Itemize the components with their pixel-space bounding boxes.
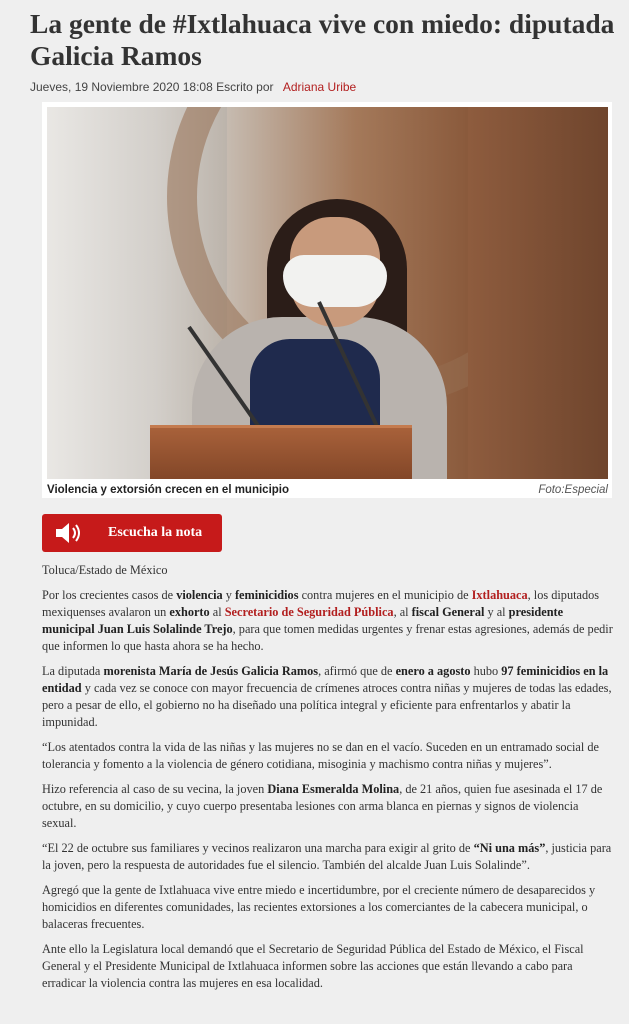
article-figure [42, 102, 612, 498]
article-body [42, 562, 614, 1000]
paragraph-2: La diputada morenista María de Jesús Galicia Ramos, afirmó que de enero a agosto hubo 97 feminicidios en la entidad y cada vez se conoce con mayor frecuencia de crímenes atroces contra niñas y mujeres de todas las edades, pero a pesar de ello, el gobierno no ha diseñado una política integral y eficiente para enfrentarlos y abatir la impunidad. [42, 664, 612, 729]
speaker-icon [54, 521, 84, 545]
paragraph-3: “Los atentados contra la vida de las niñas y las mujeres no se dan en el vacío. Suceden en un entramado social de tolerancia y fomento a la violencia de género cotidiana, misoginia y machismo contra niñas y mujeres”. [42, 740, 599, 771]
image-credit: Foto:Especial [538, 484, 608, 496]
article-title: La gente de #Ixtlahuaca vive con miedo: diputada Galicia Ramos [30, 8, 615, 71]
paragraph-7: Ante ello la Legislatura local demandó que el Secretario de Seguridad Pública del Estado de México, el Fiscal General y el Presidente Municipal de Ixtlahuaca informen sobre las acciones que están llevando a cabo para erradicar la violencia contra las mujeres en esa localidad. [42, 942, 584, 990]
article-meta [30, 80, 629, 94]
author-link[interactable]: Adriana Uribe [282, 80, 357, 94]
article-date: Jueves, 19 Noviembre 2020 18:08 [30, 80, 213, 94]
link-ixtlahuaca[interactable]: Ixtlahuaca [471, 588, 528, 602]
article-photo [47, 107, 608, 479]
listen-label: Escucha la nota [108, 525, 203, 540]
paragraph-4: Hizo referencia al caso de su vecina, la joven Diana Esmeralda Molina, de 21 años, quien fue asesinada el 17 de octubre, en su domicilio, y cuyo cuerpo presentaba lesiones con arma blanca en piernas y signos de violencia sexual. [42, 782, 603, 830]
image-caption: Violencia y extorsión crecen en el municipio [47, 484, 290, 496]
paragraph-5: “El 22 de octubre sus familiares y vecinos realizaron una marcha para exigir al grito de “Ni una más”, justicia para la joven, pero la respuesta de autoridades fue el silencio. También del alcalde Juan Luis Solalinde”. [42, 841, 612, 872]
written-by-label: Escrito por [216, 80, 274, 94]
link-secretario[interactable]: Secretario de Seguridad Pública [224, 605, 394, 619]
image-caption-bar [47, 479, 608, 501]
paragraph-1: Por los crecientes casos de violencia y feminicidios contra mujeres en el municipio de Ixtlahuaca, los diputados mexiquenses avalaron un exhorto al Secretario de Seguridad Pública, al fiscal General y al presidente municipal Juan Luis Solalinde Trejo, para que tomen medidas urgentes y frenar estas agresiones, además de pedir que informen lo que hasta ahora se ha hecho. [42, 588, 613, 653]
listen-button[interactable] [42, 514, 222, 552]
article-location: Toluca/Estado de México [42, 563, 168, 577]
paragraph-6: Agregó que la gente de Ixtlahuaca vive entre miedo e incertidumbre, por el creciente número de desaparecidos y homicidios en diferentes comunidades, las recientes extorsiones a los comerciantes de la cabecera municipal, o balaceras frecuentes. [42, 883, 596, 931]
